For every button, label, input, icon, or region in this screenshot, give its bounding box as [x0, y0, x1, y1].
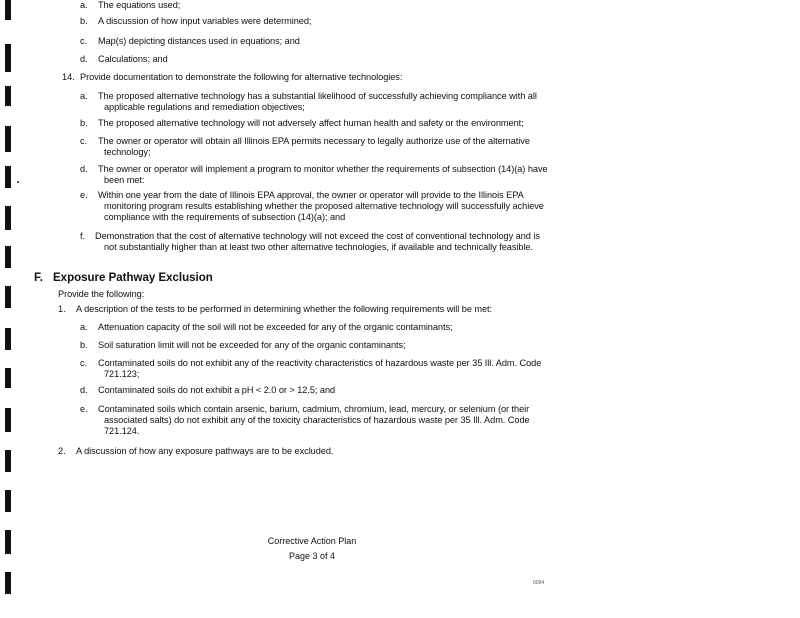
footer-title: Corrective Action Plan [267, 536, 357, 546]
binding-mark [5, 44, 11, 72]
binding-mark [5, 328, 11, 350]
binding-mark [5, 246, 11, 268]
page-number: Page 3 of 4 [288, 551, 336, 561]
binding-mark [5, 530, 11, 554]
binding-mark [5, 0, 11, 20]
binding-mark [5, 572, 11, 594]
scan-speck [17, 181, 19, 183]
binding-mark [5, 166, 11, 188]
binding-mark [5, 368, 11, 388]
binding-mark [5, 490, 11, 512]
binding-mark [5, 206, 11, 230]
section-intro: Provide the following: [58, 289, 145, 299]
binding-mark [5, 286, 11, 308]
binding-mark [5, 86, 11, 106]
binding-mark [5, 450, 11, 472]
bates-stamp: 0094 [533, 580, 545, 586]
scanned-document-page: a. The equations used; b. A discussion of how input variables were determined; c. Map(s) depicting distances used in equations; and d. Calculations; and 14. Provide documentation to demonstrate the following for alternative technologies: a. The proposed alternative technology has a substantial likelihood of successfully achieving compliance with all applicable regulations and remediation objectives; b. The proposed alternative technology will not adversely affect human health and safety or the environment; c. The owner or operator will obtain all Illinois EPA permits necessary to legally authorize use of the alternative technology; d. The owner or operator will implement a program to monitor whether the requirements of subsection (14)(a) have been met: e. Within one year from the date of Illinois EPA approval, the owner or operator will provide to the Illinois EPA monitoring program results establishing whether the proposed alternative technology will successfully achieve compliance with the requirements of subsection (14)(a); and f. Demonstration that the cost of alternative technology will not exceed the cost of conventional technology and is not substantially higher than at least two other alternative technologies, if available and technically feasible. F. Exposure Pathway Exclusion Provide the following: 1. A description of the tests to be performed in determining whether the following requirements will be met: a. Attenuation capacity of the soil will not be exceeded for any of the organic contaminants; b. Soil saturation limit will not be exceeded for any of the organic contaminants; c. Contaminated soils do not exhibit any of the reactivity characteristics of hazardous waste per 35 Ill. Adm. Code 721.123; d. Contaminated soils do not exhibit a pH < 2.0 or > 12.5; and e. Contaminated soils which contain arsenic, barium, cadmium, chromium, lead, mercury, or selenium (or their associated salts) do not exhibit any of the toxicity characteristics of hazardous waste per 35 Ill. Adm. Code 721.124. 2. A discussion of how any exposure pathways are to be excluded. Corrective Action Plan Page 3 of 4 0094 [0, 0, 800, 618]
binding-mark [5, 408, 11, 432]
binding-mark [5, 126, 11, 152]
